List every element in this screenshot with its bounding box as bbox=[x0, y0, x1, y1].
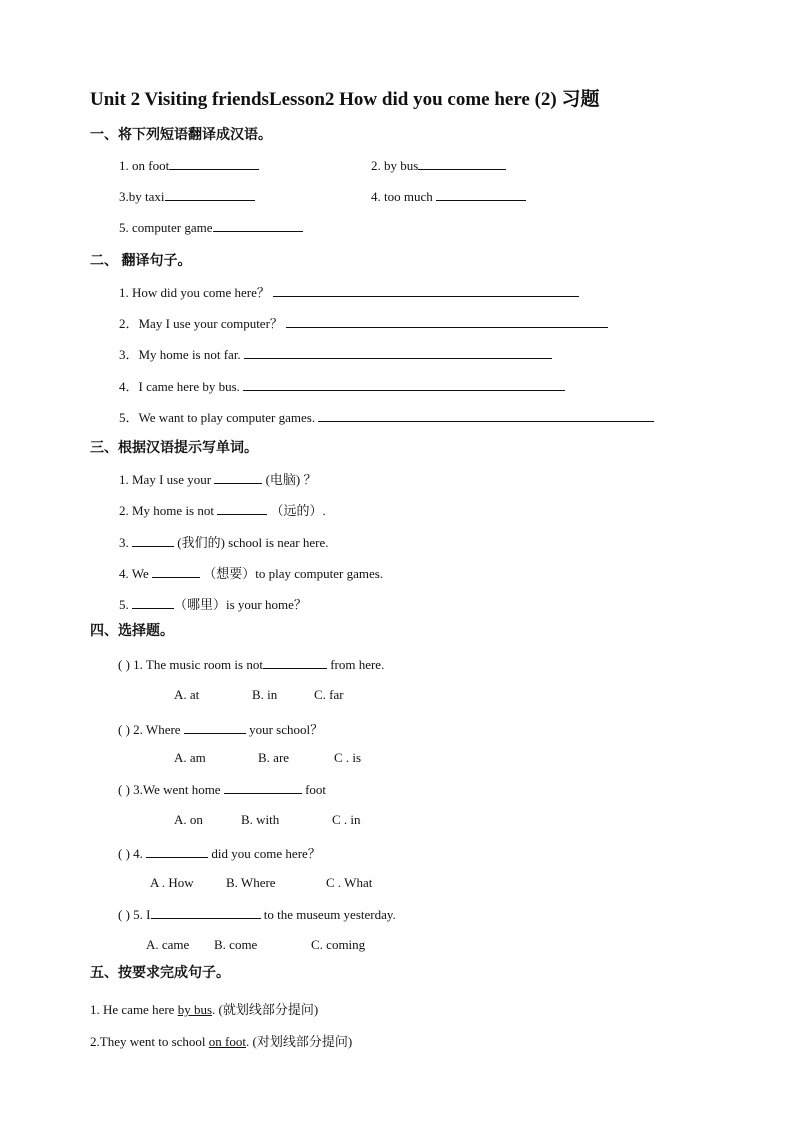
s4-q1-option-a: A. at bbox=[174, 687, 200, 702]
s4-q3-option-c: C . in bbox=[332, 812, 361, 827]
answer-blank[interactable] bbox=[418, 157, 506, 170]
answer-paren[interactable]: ( ) bbox=[118, 907, 130, 922]
s4-q4-option-b: B. Where bbox=[226, 875, 276, 890]
s5-item-2: 2.They went to school on foot. (对划线部分提问) bbox=[90, 1034, 353, 1049]
answer-blank[interactable] bbox=[169, 157, 259, 170]
s1-item-1: 1. on foot bbox=[119, 157, 259, 174]
answer-blank[interactable] bbox=[244, 346, 552, 359]
s4-q4-option-c: C . What bbox=[326, 875, 373, 890]
s1-item-5: 5. computer game bbox=[119, 219, 303, 236]
s4-q3-option-b: B. with bbox=[241, 812, 280, 827]
s4-question-1: ( ) 1. The music room is not from here. bbox=[118, 657, 385, 672]
answer-paren[interactable]: ( ) bbox=[118, 722, 130, 737]
answer-blank[interactable] bbox=[214, 471, 262, 484]
answer-blank[interactable] bbox=[151, 906, 261, 919]
section-4-heading: 四、选择题。 bbox=[90, 624, 174, 639]
s4-q2-option-c: C . is bbox=[334, 750, 362, 765]
s1-item-3: 3.by taxi bbox=[119, 188, 255, 205]
answer-blank[interactable] bbox=[286, 315, 608, 328]
s2-item-3: 3．My home is not far. bbox=[119, 344, 552, 363]
underlined-phrase: by bus bbox=[177, 1002, 213, 1017]
answer-blank[interactable] bbox=[318, 409, 654, 422]
s4-q2-option-b: B. are bbox=[258, 750, 290, 765]
s4-question-3: ( ) 3.We went home foot bbox=[118, 782, 327, 797]
underlined-phrase: on foot bbox=[208, 1034, 246, 1049]
s4-q3-option-a: A. on bbox=[174, 812, 203, 827]
answer-blank[interactable] bbox=[132, 534, 174, 547]
s4-q5-option-a: A. came bbox=[146, 937, 190, 952]
s3-item-2: 2. My home is not （远的）. bbox=[119, 503, 326, 518]
s4-q2-option-a: A. am bbox=[174, 750, 206, 765]
s1-item-2: 2. by bus bbox=[371, 157, 506, 174]
answer-blank[interactable] bbox=[132, 596, 174, 609]
answer-blank[interactable] bbox=[152, 565, 200, 578]
s4-q5-option-c: C. coming bbox=[311, 937, 366, 952]
s4-question-4: ( ) 4. did you come here？ bbox=[118, 846, 321, 861]
answer-blank[interactable] bbox=[184, 721, 246, 734]
section-1-heading: 一、将下列短语翻译成汉语。 bbox=[90, 128, 272, 143]
s4-question-2: ( ) 2. Where your school？ bbox=[118, 722, 324, 737]
answer-paren[interactable]: ( ) bbox=[118, 782, 130, 797]
s2-item-5: 5．We want to play computer games. bbox=[119, 407, 654, 426]
s1-item-4: 4. too much bbox=[371, 188, 526, 205]
answer-blank[interactable] bbox=[263, 656, 327, 669]
s4-q1-option-b: B. in bbox=[252, 687, 278, 702]
s3-item-1: 1. May I use your (电脑) ？ bbox=[119, 472, 317, 487]
s2-item-1: 1. How did you come here？ bbox=[119, 282, 579, 301]
s3-item-5: 5. （哪里）is your home？ bbox=[119, 597, 307, 612]
s4-q5-option-b: B. come bbox=[214, 937, 258, 952]
s2-item-2: 2．May I use your computer？ bbox=[119, 313, 608, 332]
section-2-heading: 二、 翻译句子。 bbox=[90, 254, 192, 269]
answer-blank[interactable] bbox=[273, 284, 579, 297]
page-title: Unit 2 Visiting friendsLesson2 How did you come here (2) 习题 bbox=[90, 89, 600, 110]
answer-blank[interactable] bbox=[165, 188, 255, 201]
s2-item-4: 4．I came here by bus. bbox=[119, 376, 565, 395]
answer-blank[interactable] bbox=[224, 781, 302, 794]
answer-blank[interactable] bbox=[243, 378, 565, 391]
section-5-heading: 五、按要求完成句子。 bbox=[90, 966, 230, 981]
answer-blank[interactable] bbox=[213, 219, 303, 232]
s4-question-5: ( ) 5. I to the museum yesterday. bbox=[118, 907, 396, 922]
s4-q1-option-c: C. far bbox=[314, 687, 344, 702]
answer-blank[interactable] bbox=[146, 845, 208, 858]
answer-blank[interactable] bbox=[436, 188, 526, 201]
s3-item-3: 3. (我们的) school is near here. bbox=[119, 535, 329, 550]
answer-paren[interactable]: ( ) bbox=[118, 657, 130, 672]
s3-item-4: 4. We （想要）to play computer games. bbox=[119, 566, 384, 581]
section-3-heading: 三、根据汉语提示写单词。 bbox=[90, 441, 258, 456]
s4-q4-option-a: A . How bbox=[150, 875, 194, 890]
answer-blank[interactable] bbox=[217, 502, 267, 515]
answer-paren[interactable]: ( ) bbox=[118, 846, 130, 861]
s5-item-1: 1. He came here by bus. (就划线部分提问) bbox=[90, 1002, 319, 1017]
